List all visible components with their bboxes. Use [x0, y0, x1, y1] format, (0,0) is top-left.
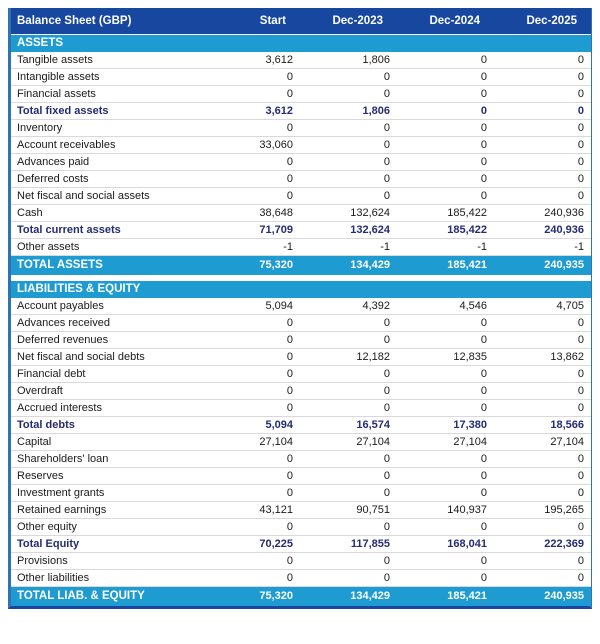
cell-value: 0 [203, 519, 300, 536]
cell-value: 0 [203, 553, 300, 570]
total-cell-value: 75,320 [203, 256, 300, 275]
cell-value: 0 [300, 188, 397, 205]
row-label: Net fiscal and social assets [11, 188, 203, 205]
row-label: Total Equity [11, 536, 203, 553]
cell-value: 5,094 [203, 417, 300, 434]
cell-value: 0 [300, 366, 397, 383]
cell-value: 0 [203, 332, 300, 349]
table-row-total-equity [11, 536, 591, 553]
cell-value: 0 [494, 451, 591, 468]
cell-value: -1 [397, 239, 494, 256]
table-row-deferred-revenues [11, 332, 591, 349]
cell-value: 71,709 [203, 222, 300, 239]
row-label: Investment grants [11, 485, 203, 502]
cell-value: 0 [203, 315, 300, 332]
table-row-net-fiscal-and-social-assets [11, 188, 591, 205]
total-cell-value: 134,429 [300, 587, 397, 606]
cell-value: 0 [203, 86, 300, 103]
table-row-overdraft [11, 383, 591, 400]
table-row-other-assets [11, 239, 591, 256]
cell-value: 0 [300, 137, 397, 154]
header-row [11, 8, 591, 35]
row-label: Tangible assets [11, 52, 203, 69]
cell-value: 27,104 [203, 434, 300, 451]
cell-value: 0 [397, 103, 494, 120]
column-header-start: Start [203, 8, 300, 35]
cell-value: 38,648 [203, 205, 300, 222]
table-row-financial-debt [11, 366, 591, 383]
table-row-inventory [11, 120, 591, 137]
cell-value: 1,806 [300, 52, 397, 69]
table-row-account-receivables [11, 137, 591, 154]
table-row-financial-assets [11, 86, 591, 103]
cell-value: 5,094 [203, 298, 300, 315]
section-header-assets [11, 35, 591, 52]
cell-value: 0 [397, 485, 494, 502]
row-label: Inventory [11, 120, 203, 137]
row-label: Other liabilities [11, 570, 203, 587]
cell-value: 0 [300, 383, 397, 400]
table-row-provisions [11, 553, 591, 570]
section-header-label: LIABILITIES & EQUITY [11, 281, 591, 298]
cell-value: 0 [494, 519, 591, 536]
cell-value: 0 [203, 383, 300, 400]
row-label: Other assets [11, 239, 203, 256]
cell-value: 132,624 [300, 222, 397, 239]
cell-value: 0 [203, 171, 300, 188]
cell-value: 0 [203, 400, 300, 417]
cell-value: 240,936 [494, 222, 591, 239]
cell-value: 3,612 [203, 52, 300, 69]
cell-value: 195,265 [494, 502, 591, 519]
cell-value: 0 [494, 52, 591, 69]
cell-value: 0 [397, 315, 494, 332]
row-label: Reserves [11, 468, 203, 485]
table-row-cash [11, 205, 591, 222]
row-label: Capital [11, 434, 203, 451]
cell-value: 0 [494, 570, 591, 587]
table-row-tangible-assets [11, 52, 591, 69]
cell-value: 0 [203, 120, 300, 137]
cell-value: 117,855 [300, 536, 397, 553]
cell-value: 0 [494, 69, 591, 86]
cell-value: 70,225 [203, 536, 300, 553]
cell-value: 12,182 [300, 349, 397, 366]
table-header [11, 8, 591, 35]
cell-value: 0 [397, 137, 494, 154]
cell-value: 3,612 [203, 103, 300, 120]
total-cell-value: 134,429 [300, 256, 397, 275]
cell-value: 0 [203, 349, 300, 366]
cell-value: 0 [300, 553, 397, 570]
table-row-account-payables [11, 298, 591, 315]
total-row-label: TOTAL ASSETS [11, 256, 203, 275]
cell-value: 0 [203, 366, 300, 383]
cell-value: 0 [494, 137, 591, 154]
total-cell-value: 75,320 [203, 587, 300, 606]
cell-value: 0 [494, 553, 591, 570]
cell-value: 0 [300, 120, 397, 137]
total-cell-value: 240,935 [494, 587, 591, 606]
cell-value: 185,422 [397, 205, 494, 222]
table-row-reserves [11, 468, 591, 485]
table-row-net-fiscal-and-social-debts [11, 349, 591, 366]
cell-value: 0 [300, 400, 397, 417]
row-label: Provisions [11, 553, 203, 570]
cell-value: 0 [300, 171, 397, 188]
cell-value: 0 [203, 154, 300, 171]
cell-value: 0 [494, 188, 591, 205]
section-header-liabilities-equity [11, 281, 591, 298]
cell-value: 0 [300, 451, 397, 468]
table-row-capital [11, 434, 591, 451]
table-row-advances-received [11, 315, 591, 332]
cell-value: 0 [203, 468, 300, 485]
row-label: Accrued interests [11, 400, 203, 417]
cell-value: 27,104 [494, 434, 591, 451]
cell-value: 0 [300, 154, 397, 171]
cell-value: 240,936 [494, 205, 591, 222]
cell-value: 4,392 [300, 298, 397, 315]
row-label: Other equity [11, 519, 203, 536]
cell-value: 4,546 [397, 298, 494, 315]
cell-value: 0 [397, 400, 494, 417]
cell-value: 0 [494, 468, 591, 485]
cell-value: 0 [397, 332, 494, 349]
cell-value: 0 [397, 451, 494, 468]
row-label: Advances paid [11, 154, 203, 171]
table-row-accrued-interests [11, 400, 591, 417]
total-cell-value: 185,421 [397, 256, 494, 275]
total-cell-value: 240,935 [494, 256, 591, 275]
table-row-other-liabilities [11, 570, 591, 587]
cell-value: 27,104 [397, 434, 494, 451]
row-label: Cash [11, 205, 203, 222]
row-label: Account receivables [11, 137, 203, 154]
cell-value: 27,104 [300, 434, 397, 451]
cell-value: 0 [494, 485, 591, 502]
cell-value: 33,060 [203, 137, 300, 154]
table-row-investment-grants [11, 485, 591, 502]
cell-value: 18,566 [494, 417, 591, 434]
cell-value: 16,574 [300, 417, 397, 434]
column-header-title: Balance Sheet (GBP) [11, 8, 203, 35]
row-label: Deferred costs [11, 171, 203, 188]
cell-value: 1,806 [300, 103, 397, 120]
cell-value: 0 [494, 366, 591, 383]
row-label: Total fixed assets [11, 103, 203, 120]
cell-value: 0 [300, 69, 397, 86]
table-row-advances-paid [11, 154, 591, 171]
cell-value: 0 [300, 315, 397, 332]
total-row-label: TOTAL LIAB. & EQUITY [11, 587, 203, 606]
balance-sheet-table [8, 8, 592, 609]
column-header-dec-2024: Dec-2024 [397, 8, 494, 35]
total-row-total-liab-equity [11, 587, 591, 606]
cell-value: 0 [397, 366, 494, 383]
cell-value: 0 [203, 485, 300, 502]
row-label: Deferred revenues [11, 332, 203, 349]
row-label: Overdraft [11, 383, 203, 400]
cell-value: 0 [397, 570, 494, 587]
cell-value: 140,937 [397, 502, 494, 519]
cell-value: 43,121 [203, 502, 300, 519]
cell-value: 0 [494, 171, 591, 188]
row-label: Retained earnings [11, 502, 203, 519]
cell-value: 17,380 [397, 417, 494, 434]
cell-value: 0 [300, 519, 397, 536]
row-label: Financial assets [11, 86, 203, 103]
cell-value: 0 [397, 120, 494, 137]
cell-value: 0 [300, 570, 397, 587]
row-label: Financial debt [11, 366, 203, 383]
cell-value: 168,041 [397, 536, 494, 553]
column-header-dec-2025: Dec-2025 [494, 8, 591, 35]
cell-value: 0 [300, 86, 397, 103]
row-label: Total debts [11, 417, 203, 434]
cell-value: 0 [397, 519, 494, 536]
cell-value: 132,624 [300, 205, 397, 222]
cell-value: 90,751 [300, 502, 397, 519]
cell-value: 0 [397, 171, 494, 188]
cell-value: 185,422 [397, 222, 494, 239]
table-row-other-equity [11, 519, 591, 536]
cell-value: 222,369 [494, 536, 591, 553]
row-label: Total current assets [11, 222, 203, 239]
table-row-retained-earnings [11, 502, 591, 519]
row-label: Advances received [11, 315, 203, 332]
cell-value: 0 [203, 188, 300, 205]
column-header-dec-2023: Dec-2023 [300, 8, 397, 35]
row-label: Account payables [11, 298, 203, 315]
table-row-total-debts [11, 417, 591, 434]
cell-value: 0 [494, 315, 591, 332]
cell-value: 0 [203, 570, 300, 587]
table-row-deferred-costs [11, 171, 591, 188]
cell-value: 13,862 [494, 349, 591, 366]
row-label: Net fiscal and social debts [11, 349, 203, 366]
cell-value: 0 [397, 52, 494, 69]
cell-value: 12,835 [397, 349, 494, 366]
cell-value: 0 [397, 468, 494, 485]
cell-value: -1 [494, 239, 591, 256]
cell-value: 0 [494, 120, 591, 137]
total-cell-value: 185,421 [397, 587, 494, 606]
table-row-intangible-assets [11, 69, 591, 86]
balance-sheet-grid [11, 8, 591, 606]
cell-value: 0 [203, 69, 300, 86]
cell-value: 0 [494, 383, 591, 400]
cell-value: 0 [300, 468, 397, 485]
cell-value: 0 [203, 451, 300, 468]
table-row-total-fixed-assets [11, 103, 591, 120]
cell-value: 0 [397, 69, 494, 86]
cell-value: 0 [397, 553, 494, 570]
cell-value: 0 [397, 86, 494, 103]
cell-value: 0 [494, 332, 591, 349]
cell-value: 0 [300, 485, 397, 502]
table-row-total-current-assets [11, 222, 591, 239]
cell-value: 4,705 [494, 298, 591, 315]
cell-value: -1 [203, 239, 300, 256]
cell-value: 0 [397, 154, 494, 171]
row-label: Intangible assets [11, 69, 203, 86]
total-row-total-assets [11, 256, 591, 275]
cell-value: 0 [494, 154, 591, 171]
table-body [11, 35, 591, 606]
cell-value: 0 [300, 332, 397, 349]
cell-value: 0 [494, 400, 591, 417]
section-header-label: ASSETS [11, 35, 591, 52]
row-label: Shareholders' loan [11, 451, 203, 468]
cell-value: 0 [494, 86, 591, 103]
cell-value: 0 [494, 103, 591, 120]
cell-value: 0 [397, 188, 494, 205]
cell-value: 0 [397, 383, 494, 400]
cell-value: -1 [300, 239, 397, 256]
table-row-shareholders-loan [11, 451, 591, 468]
